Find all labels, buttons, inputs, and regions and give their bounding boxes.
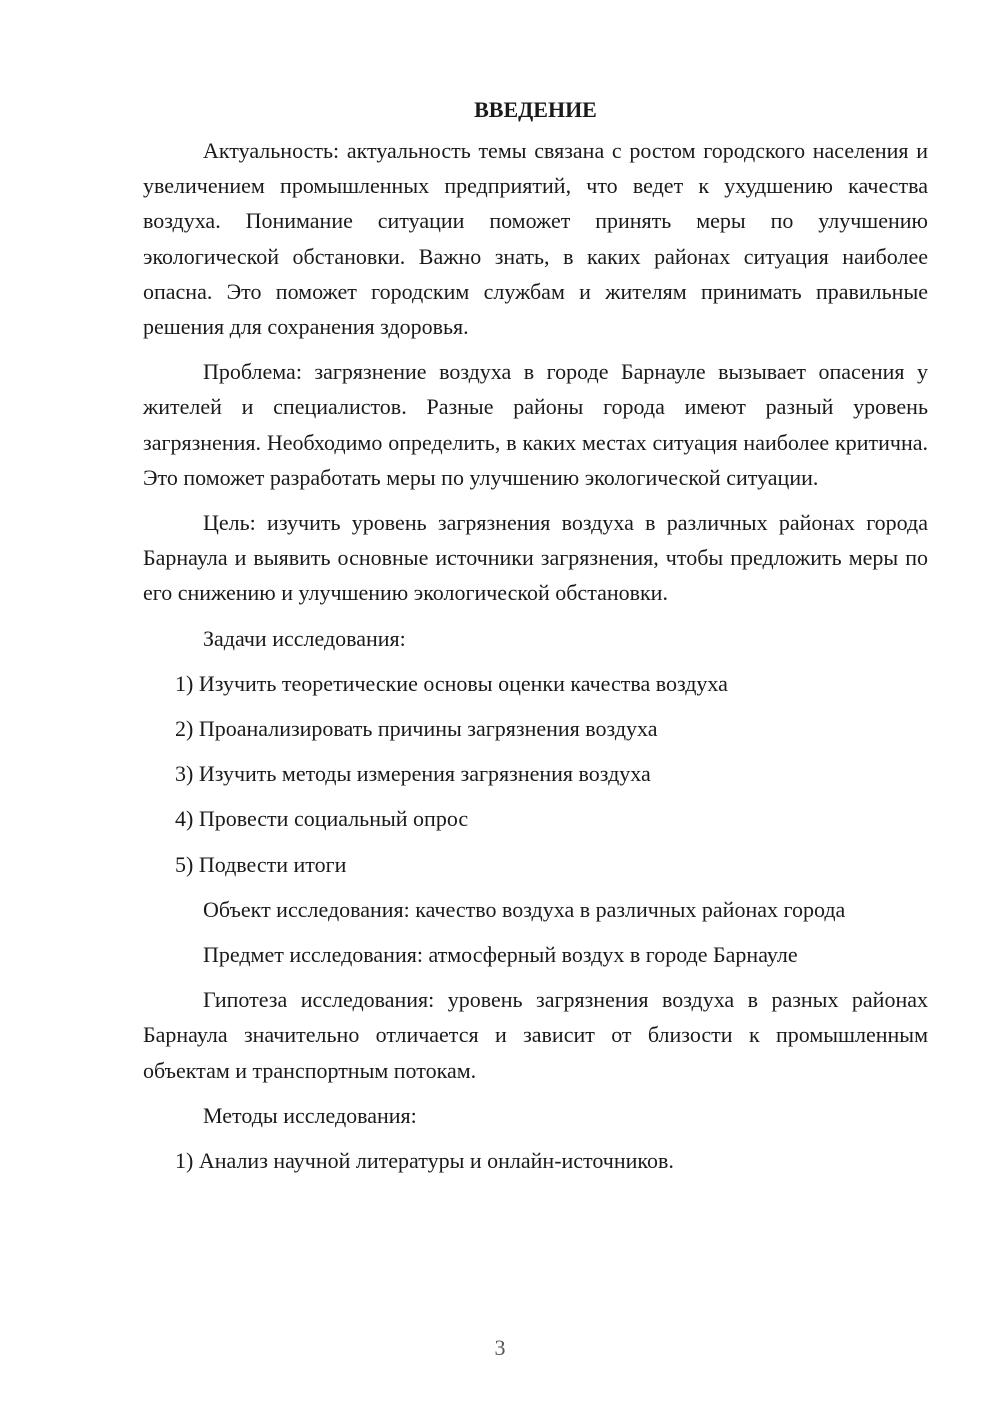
list-item: 3) Изучить методы измерения загрязнения воздуха: [175, 761, 651, 787]
tasks-list: [143, 666, 928, 882]
methods-heading: Методы исследования:: [203, 1102, 417, 1128]
list-item: 1) Анализ научной литературы и онлайн-источников.: [175, 1148, 674, 1174]
hypothesis-paragraph: Гипотеза исследования: уровень загрязнения воздуха в разных районах Барнаула значительно отличается и зависит от близости к промышленным объектам и транспортным потокам.: [143, 987, 928, 1083]
object-paragraph: Объект исследования: качество воздуха в различных районах города: [203, 896, 846, 922]
page-number: 3: [494, 1335, 506, 1360]
page-title: ВВЕДЕНИЕ: [474, 97, 597, 122]
list-item: 4) Провести социальный опрос: [175, 806, 469, 832]
list-item: 5) Подвести итоги: [175, 851, 347, 877]
list-item: 2) Проанализировать причины загрязнения воздуха: [175, 716, 658, 742]
tasks-heading: Задачи исследования:: [203, 625, 406, 651]
document-page: [143, 92, 928, 1188]
relevance-paragraph: Актуальность: актуальность темы связана с ростом городского населения и увеличением промышленных предприятий, что ведет к ухудшению качества воздуха. Понимание ситуации поможет принять меры по улучшению экологической обстановки. Важно знать, в каких районах ситуация наиболее опасна. Это поможет городским службам и жителям принимать правильные решения для сохранения здоровья.: [143, 138, 928, 340]
goal-paragraph: Цель: изучить уровень загрязнения воздуха в различных районах города Барнаула и выявить основные источники загрязнения, чтобы предложить меры по его снижению и улучшению экологической обстановки.: [143, 510, 928, 606]
methods-list: [143, 1143, 928, 1178]
subject-paragraph: Предмет исследования: атмосферный воздух в городе Барнауле: [203, 942, 798, 968]
list-item: 1) Изучить теоретические основы оценки качества воздуха: [175, 670, 728, 696]
problem-paragraph: Проблема: загрязнение воздуха в городе Барнауле вызывает опасения у жителей и специалистов. Разные районы города имеют разный уровень загрязнения. Необходимо определить, в каких местах ситуация наиболее критична. Это поможет разработать меры по улучшению экологической ситуации.: [143, 359, 928, 490]
